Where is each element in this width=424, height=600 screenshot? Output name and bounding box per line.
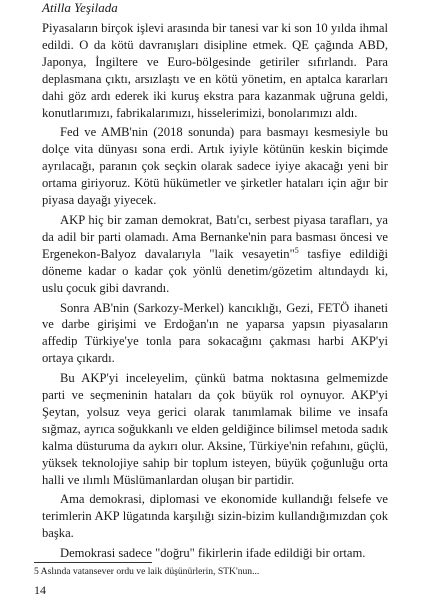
paragraph-1: Piyasaların birçok işlevi arasında bir tanesi var ki son 10 yılda ihmal edildi. O da kötü davranışları disipline etmek. QE çağında ABD, Japonya, İngiltere ve Euro-bölgesinde getiriler sıfırlandı. Para deplasmana çıktı, arsızlaştı ve en kötü yönetim, en aptalca kararları dahi göz ardı ederek iki kuruş ekstra para kazanmak uğruna geldi, konutlarımızı, fabrikalarımızı, hisselerimizi, bonolarımızı aldı. (42, 21, 388, 120)
paragraph-6: Ama demokrasi, diplomasi ve ekonomide kullandığı felsefe ve terimlerin AKP lügatında karşılığı sizin-bizim kullandığımızdan çok başka. (42, 492, 388, 541)
page-number: 14 (34, 583, 46, 597)
body-text (42, 20, 388, 565)
footnote-reference: 5 (294, 245, 299, 255)
paragraph-5: Bu AKP'yi inceleyelim, çünkü batma noktasına gelmemizde parti ve seçmeninin hataları da çok büyük rol oynuyor. AKP'yi Şeytan, yolsuz veya gerici olarak tanımlamak bilime ve insafa sığmaz, ayrıca soğukkanlı ve elden geldiğince bilimsel metoda sadık kalma düsturuma da aykırı olur. Aksine, Türkiye'nin refahını, güçlü, yüksek teknolojiye sahip bir toplum isteyen, büyük çoğunluğu orta halli ve ılımlı Müslümanlardan oluşan bir partidir. (42, 371, 388, 487)
footnote-divider (34, 562, 152, 563)
paragraph-3 (42, 212, 388, 297)
running-head: Atilla Yeşilada (42, 0, 118, 15)
paragraph-7: Demokrasi sadece "doğru" fikirlerin ifade edildiği bir ortam. (60, 546, 366, 561)
paragraph-2: Fed ve AMB'nin (2018 sonunda) para basmayı kesmesiyle bu dolçe vita dünyası sona erdi. Artık iyiyle kötünün keskin biçimde ayrılacağı, paranın çok seçkin olarak sadece iyiye akacağı yeni bir ortama giriyoruz. Kötü hükümetler ve şirketler hataları için ağır bir piyasa dayağı yiyecek. (42, 125, 388, 208)
footnote: 5 Aslında vatansever ordu ve laik düşünürlerin, STK'nun... (34, 566, 260, 577)
paragraph-4: Sonra AB'nin (Sarkozy-Merkel) kancıklığı, Gezi, FETÖ ihaneti ve darbe girişimi ve Erdoğan'ın ne yaparsa yapsın piyasaların affedip Türkiye'ye tonla para sokacağını çakması harbi AKP'yi ortaya çıkardı. (42, 300, 388, 366)
paragraph-3-text-after: tasfiye edildiği döneme kadar o kadar çok yönlü denetim/gözetim altındaydı ki, uslu çocuk gibi davrandı. (42, 246, 388, 295)
paragraph-3-text-before: AKP hiç bir zaman demokrat, Batı'cı, serbest piyasa tarafları, ya da adil bir parti olamadı. Ama Bernanke'nin para basması öncesi ve Ergenekon-Balyoz davalarıyla "laik vesayetin" (42, 212, 388, 261)
